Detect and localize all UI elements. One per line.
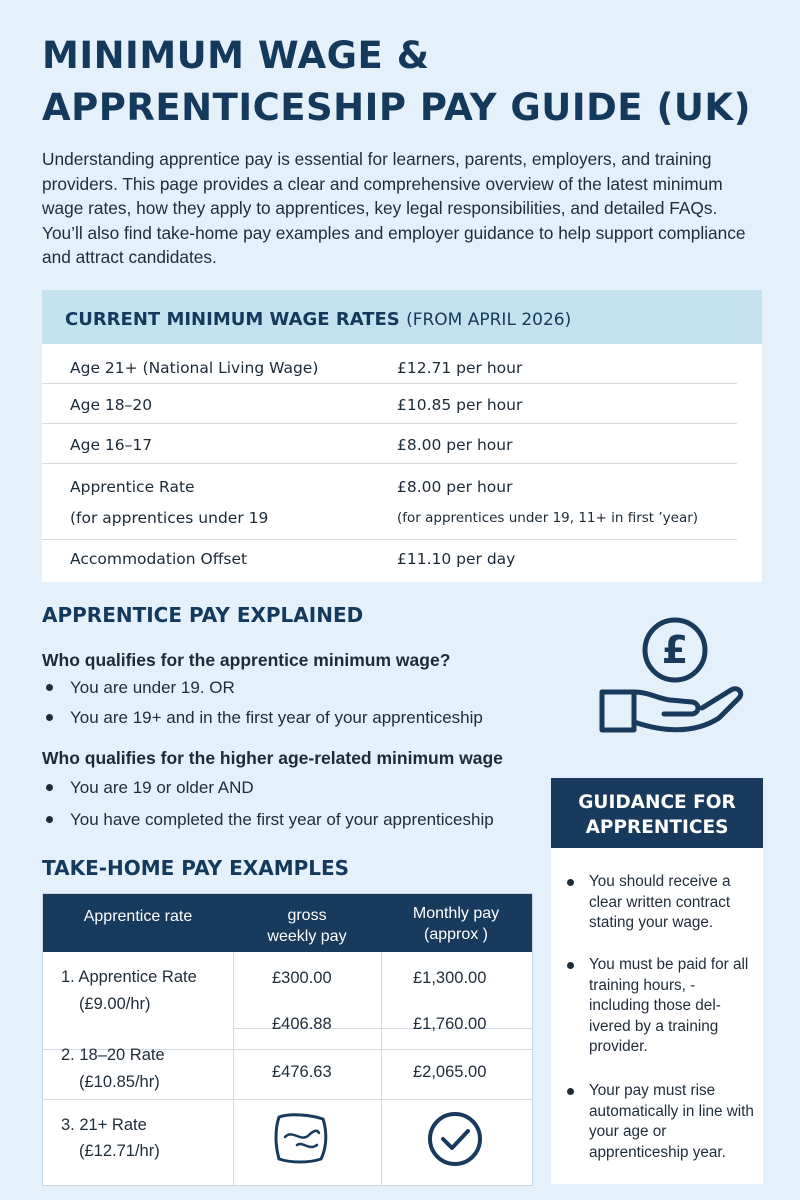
bullet-icon (567, 962, 574, 969)
rates-table-header (42, 290, 762, 344)
table-divider (381, 952, 382, 1185)
monthly-pay: £1,760.00 (413, 1015, 487, 1033)
column-header-monthly: Monthly pay (approx ) (412, 905, 500, 943)
pay-row-name: 3. 21+ Rate (61, 1116, 147, 1134)
rate-row (42, 540, 737, 582)
pay-table-header (43, 894, 532, 952)
list-item: You must be paid for all training hours, - including those del-ivered by a training provider. (565, 955, 755, 1058)
bullet-icon (567, 1088, 574, 1095)
bullet-icon (46, 684, 53, 691)
rate-label: Age 16–17 (70, 436, 153, 454)
rate-row (42, 384, 737, 424)
question-apprentice-wage: Who qualifies for the apprentice minimum wage? (42, 650, 451, 670)
bullet-icon (46, 816, 53, 823)
rate-row (42, 464, 737, 540)
checkmark-circle-icon (425, 1112, 485, 1172)
pay-row-rate: (£10.85/hr) (79, 1073, 160, 1091)
rate-row (42, 424, 737, 464)
pound-coin-hand-icon (594, 610, 744, 740)
list-item: You should receive a clear written contract stating your wage. (565, 872, 755, 934)
svg-text:£: £ (661, 628, 689, 672)
minimum-wage-rates-table (42, 290, 762, 582)
rate-label: Age 18–20 (70, 396, 153, 414)
wallet-icon (271, 1111, 331, 1165)
intro-paragraph: Understanding apprentice pay is essential for learners, parents, employers, and training providers. This page provides a clear and comprehensive overview of the latest minimum wage rates, how they apply to apprentices, key legal responsibilities, and detailed FAQs. You’ll also find take-home pay examples and employer guidance to help support compliance and attract candidates. (42, 149, 746, 267)
rate-value: £12.71 per hour (397, 359, 523, 377)
table-divider (43, 1099, 532, 1100)
rate-label-detail: (for apprentices under 19 (70, 509, 269, 527)
rate-label: Age 21+ (National Living Wage) (70, 359, 319, 377)
take-home-pay-heading: TAKE-HOME PAY EXAMPLES (42, 856, 350, 880)
table-divider (233, 952, 234, 1185)
apprentice-pay-explained-heading: APPRENTICE PAY EXPLAINED (42, 603, 364, 627)
rate-value: £10.85 per hour (397, 396, 523, 414)
list-item: You are 19 or older AND (46, 778, 254, 798)
list-item: You are 19+ and in the first year of your apprenticeship (46, 708, 483, 728)
page-title-line-2: APPRENTICESHIP PAY GUIDE (UK) (42, 86, 751, 129)
weekly-pay: £300.00 (272, 969, 332, 987)
pay-row-rate: (£9.00/hr) (79, 995, 151, 1013)
column-header-weekly: gross weekly pay (267, 907, 347, 945)
guidance-box (551, 778, 763, 1184)
pay-row-name: 1. Apprentice Rate (61, 968, 197, 986)
monthly-pay: £2,065.00 (413, 1063, 487, 1081)
bullet-icon (46, 784, 53, 791)
take-home-pay-table (42, 893, 533, 1186)
bullet-icon (46, 714, 53, 721)
pay-row-name: 2. 18–20 Rate (61, 1046, 165, 1064)
monthly-pay: £1,300.00 (413, 969, 487, 987)
page-title-line-1: MINIMUM WAGE & (42, 34, 430, 77)
guidance-title-line-2: APPRENTICES (585, 817, 729, 838)
rate-value: £8.00 per hour (397, 478, 513, 496)
rate-label: Apprentice Rate (70, 478, 195, 496)
weekly-pay: £476.63 (272, 1063, 332, 1081)
list-item: You are under 19. OR (46, 678, 235, 698)
rate-row (42, 344, 737, 384)
question-higher-wage: Who qualifies for the higher age-related minimum wage (42, 748, 503, 768)
rate-label: Accommodation Offset (70, 550, 248, 568)
page-title (42, 30, 782, 134)
rates-table-subtitle: (FROM APRIL 2026) (406, 310, 572, 330)
list-item: You have completed the first year of your apprenticeship (46, 810, 494, 830)
pay-row-rate: (£12.71/hr) (79, 1142, 160, 1160)
list-item: Your pay must rise automatically in line with your age or apprenticeship year. (565, 1081, 755, 1163)
guidance-header (551, 778, 763, 848)
bullet-icon (567, 879, 574, 886)
rate-value: £8.00 per hour (397, 436, 513, 454)
rates-table-title: CURRENT MINIMUM WAGE RATES (65, 309, 400, 330)
rate-note: (for apprentices under 19, 11+ in first ’year) (397, 510, 699, 526)
column-header-rate: Apprentice rate (83, 908, 193, 925)
guidance-title-line-1: GUIDANCE FOR (578, 792, 736, 813)
rate-value: £11.10 per day (397, 550, 516, 568)
weekly-pay: £406.88 (272, 1015, 332, 1033)
